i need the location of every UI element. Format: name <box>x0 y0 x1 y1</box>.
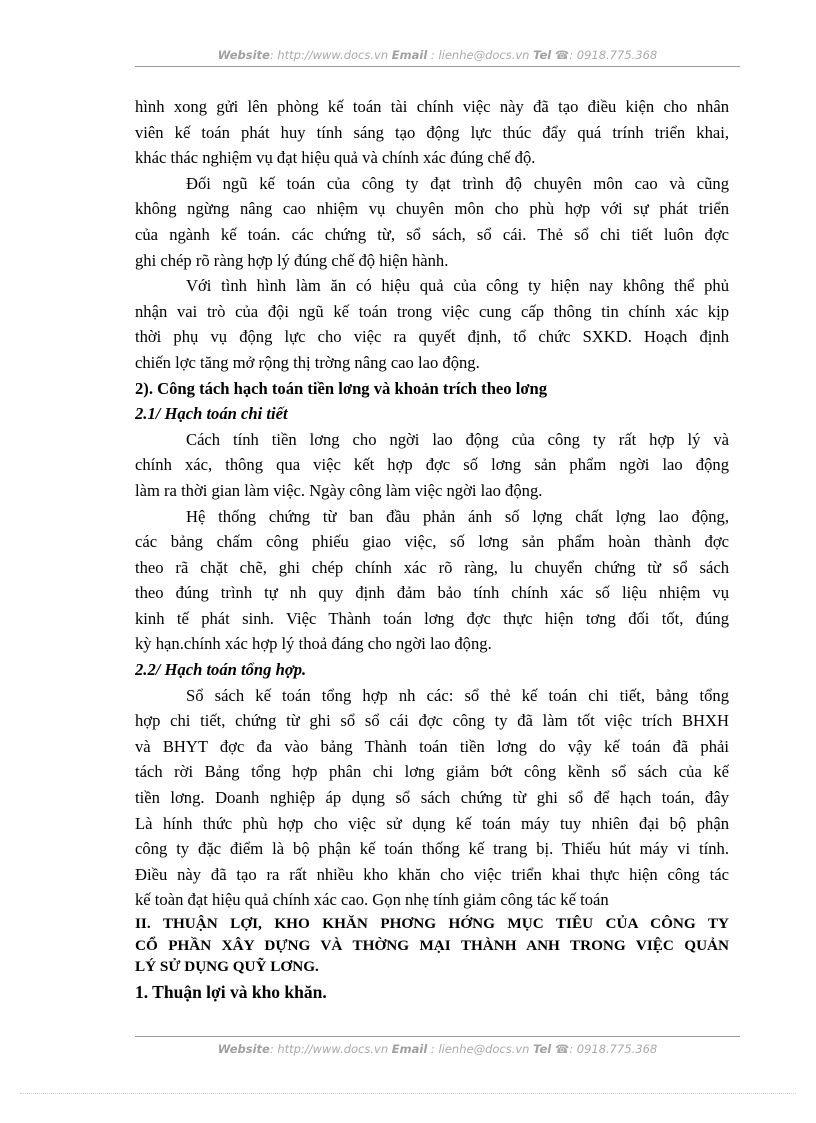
text-line: Là hính thức phù hợp cho việc sử dụng kế toán máy tuy nhiên đại bộ phận <box>135 813 729 833</box>
text-line: không ngừng nâng cao nhiệm vụ chuyên môn cho phù hợp với sự phát triển <box>135 199 729 219</box>
text-line: công ty đặc điểm là bộ phận kế toán thống kế trang bị. Thiếu hút máy vi tính. <box>135 839 729 859</box>
text-line: tiền lơng. Doanh nghiệp áp dụng sổ sách chứng từ ghi sổ để hạch toán, đây <box>135 788 729 808</box>
text-line: làm ra thời gian làm việc. Ngày công làm việc ngời lao động. <box>135 480 543 500</box>
chapter-heading: CỔ PHẦN XÂY DỰNG VÀ THỜNG MẠI THÀNH ANH TRONG VIỆC QUẢN <box>135 936 729 954</box>
text-line: kế toàn đạt hiệu quả chính xác cao. Gọn nhẹ tính giảm công tác kế toán <box>135 890 609 910</box>
section-heading: 1. Thuận lợi và kho khăn. <box>135 981 327 1002</box>
text-line: Với tình hình làm ăn có hiệu quả của công ty hiện nay không thể phủ <box>186 276 729 296</box>
page-header <box>135 48 740 62</box>
header-rule <box>135 66 740 67</box>
phone-icon: ☎ <box>554 1042 570 1056</box>
text-line: ghi chép rõ ràng hợp lý đúng chế độ hiện hành. <box>135 250 449 270</box>
footer-website-label: Website <box>217 1042 270 1056</box>
text-line: kỳ hạn.chính xác hợp lý thoả đáng cho ngời lao động. <box>135 634 492 654</box>
text-line: nhận vai trò của đội ngũ kế toán trong việc cung cấp thông tin chính xác kịp <box>135 301 729 321</box>
footer-email-link[interactable]: : lienhe@docs.vn <box>430 1042 530 1056</box>
subsection-heading: 2.1/ Hạch toán chi tiết <box>135 404 288 424</box>
footer-rule <box>135 1036 740 1037</box>
footer-tel-value: : 0918.775.368 <box>569 1042 658 1056</box>
text-line: viên kế toán phát huy tính sáng tạo động lực thúc đẩy quá trính triển khai, <box>135 122 729 142</box>
page-footer <box>135 1042 740 1056</box>
text-line: của ngành kế toán. các chứng từ, sổ sách, sổ cái. Thẻ sổ chi tiết luôn đợc <box>135 224 729 244</box>
header-email-label: Email <box>391 48 428 62</box>
footer-website-link[interactable]: : http://www.docs.vn <box>269 1042 389 1056</box>
header-website-link[interactable]: : http://www.docs.vn <box>269 48 389 62</box>
text-line: Điều này đã tạo ra rất nhiều kho khăn cho việc triển khai thực hiện công tác <box>135 864 729 884</box>
text-line: Sổ sách kế toán tổng hợp nh các: sổ thẻ kế toán chi tiết, bảng tổng <box>186 685 729 705</box>
document-body <box>135 94 729 1006</box>
text-line: theo đúng trình tự nh quy định đảm bảo tính chính xác số liệu nhiệm vụ <box>135 583 729 603</box>
footer-tel-label: Tel <box>533 1042 552 1056</box>
section-heading: 2). Công tách hạch toán tiền lơng và khoản trích theo lơng <box>135 378 548 398</box>
text-line: khác thác nghiệm vụ đạt hiệu quả và chính xác đúng chế độ. <box>135 148 536 168</box>
text-line: kinh tế phát sinh. Việc Thành toán lơng đợc thực hiện tơng đối tốt, đúng <box>135 608 729 628</box>
text-line: thời phụ vụ động lực cho việc ra quyết định, tổ chức SXKD. Hoạch định <box>135 327 729 347</box>
chapter-heading: LÝ SỬ DỤNG QUỸ LƠNG. <box>135 958 319 975</box>
text-line: chính xác, thông qua việc kết hợp đợc số lơng sản phẩm ngời lao động <box>135 455 729 475</box>
text-line: Cách tính tiền lơng cho ngời lao động của công ty rất hợp lý và <box>186 429 729 449</box>
page-bottom-divider <box>20 1093 796 1094</box>
chapter-heading: II. THUẬN LỢI, KHO KHĂN PHƠNG HỚNG MỤC TIÊU CỦA CÔNG TY <box>135 915 729 932</box>
text-line: theo rã chặt chẽ, ghi chép chính xác rõ ràng, lu chuyển chứng từ sổ sách <box>135 557 729 577</box>
subsection-heading: 2.2/ Hạch toán tổng hợp. <box>135 660 307 680</box>
text-line: chiến lợc tăng mở rộng thị trờng nâng cao lao động. <box>135 352 480 372</box>
text-line: Đối ngũ kế toán của công ty đạt trình độ chuyên môn cao và cũng <box>186 173 729 193</box>
header-tel-value: : 0918.775.368 <box>569 48 658 62</box>
header-email-link[interactable]: : lienhe@docs.vn <box>430 48 530 62</box>
header-website-label: Website <box>217 48 270 62</box>
text-line: hình xong gửi lên phòng kế toán tài chính việc này đã tạo điều kiện cho nhân <box>135 97 729 116</box>
text-line: tách rời Bảng tổng hợp phân chi lơng giảm bớt công kềnh sổ sách của kế <box>135 762 729 782</box>
phone-icon: ☎ <box>554 48 570 62</box>
footer-email-label: Email <box>391 1042 428 1056</box>
text-line: hợp chi tiết, chứng từ ghi sổ sổ cái đợc công ty đã làm tốt việc trích BHXH <box>135 711 729 731</box>
text-line: các bảng chấm công phiếu giao việc, số lơng sản phẩm hoàn thành đợc <box>135 532 729 552</box>
text-line: Hệ thống chứng từ ban đầu phản ánh số lợng chất lợng lao động, <box>186 506 729 526</box>
header-tel-label: Tel <box>533 48 552 62</box>
text-line: và BHYT đợc đa vào bảng Thành toán tiền lơng do vậy kế toán đã phải <box>135 736 729 756</box>
